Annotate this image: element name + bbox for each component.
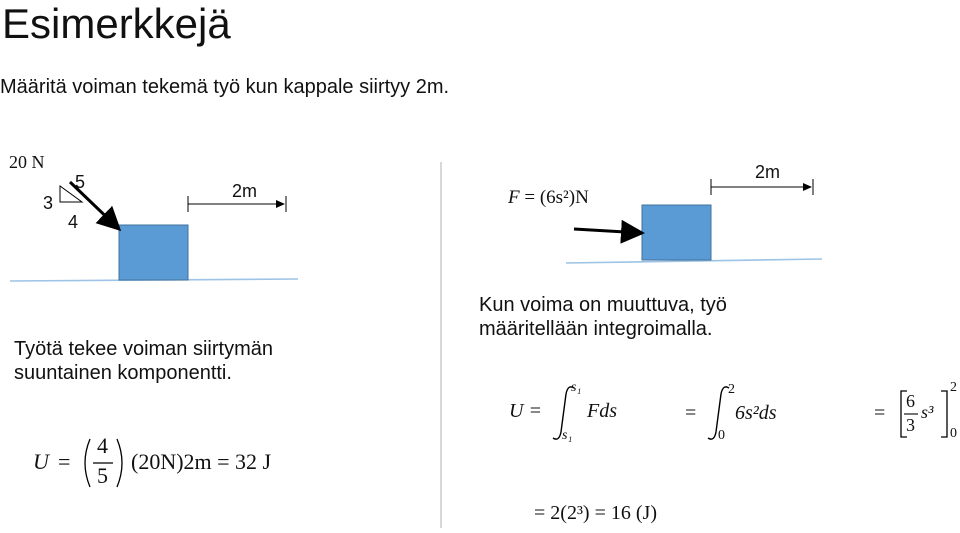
task-text: Määritä voiman tekemä työ kun kappale siirtyy 2m. xyxy=(0,76,450,98)
right-explanation-line2: määritellään integroimalla. xyxy=(479,318,713,340)
right-distance-label: 2m xyxy=(755,162,781,182)
result-line: = 2(2³) = 16 (J) xyxy=(534,502,657,524)
force-label: 20 N xyxy=(9,152,45,172)
integral2-upper: 2 xyxy=(728,382,735,397)
force-formula-rhs: = (6s²)N xyxy=(524,187,589,208)
right-block xyxy=(642,205,711,260)
triangle-opp-label: 4 xyxy=(68,212,79,232)
triangle-adj-label: 3 xyxy=(43,193,54,213)
antiderivative-num: 6 xyxy=(906,391,915,411)
integral2-lower: 0 xyxy=(718,428,725,443)
left-eq-lhs: U xyxy=(33,449,49,474)
integral1-lower: s₁ xyxy=(562,428,573,443)
left-distance-label: 2m xyxy=(232,181,258,201)
left-paren-open xyxy=(85,439,90,487)
antiderivative-equals: = xyxy=(874,402,886,424)
integral1-lhs: U = xyxy=(509,400,542,422)
integral2-equals: = xyxy=(685,402,697,424)
triangle-hyp-label: 5 xyxy=(75,172,86,192)
left-eq-frac-num: 4 xyxy=(97,433,108,458)
force-formula xyxy=(508,187,589,209)
left-eq-rest: (20N)2m = 32 J xyxy=(131,449,272,474)
right-explanation-line1: Kun voima on muuttuva, työ xyxy=(479,294,727,316)
integral2-integrand: 6s²ds xyxy=(735,402,777,424)
left-explanation-line1: Työtä tekee voiman siirtymän xyxy=(14,338,273,360)
right-force-arrow xyxy=(574,229,642,233)
force-formula-lhs: F xyxy=(508,187,520,208)
left-explanation-line2: suuntainen komponentti. xyxy=(14,362,232,384)
left-eq-frac-den: 5 xyxy=(97,463,108,488)
bracket-close xyxy=(941,391,947,437)
integral1-upper: s₁ xyxy=(571,380,582,395)
antiderivative-upper: 2 xyxy=(950,380,957,395)
left-paren-close xyxy=(117,439,122,487)
integral1-integrand: Fds xyxy=(587,400,617,422)
antiderivative-lower: 0 xyxy=(950,426,957,441)
slide-title: Esimerkkejä xyxy=(2,0,231,47)
left-block xyxy=(119,225,188,280)
antiderivative-term: s³ xyxy=(921,402,934,422)
left-eq-equals: = xyxy=(58,449,71,474)
antiderivative-den: 3 xyxy=(906,415,915,435)
